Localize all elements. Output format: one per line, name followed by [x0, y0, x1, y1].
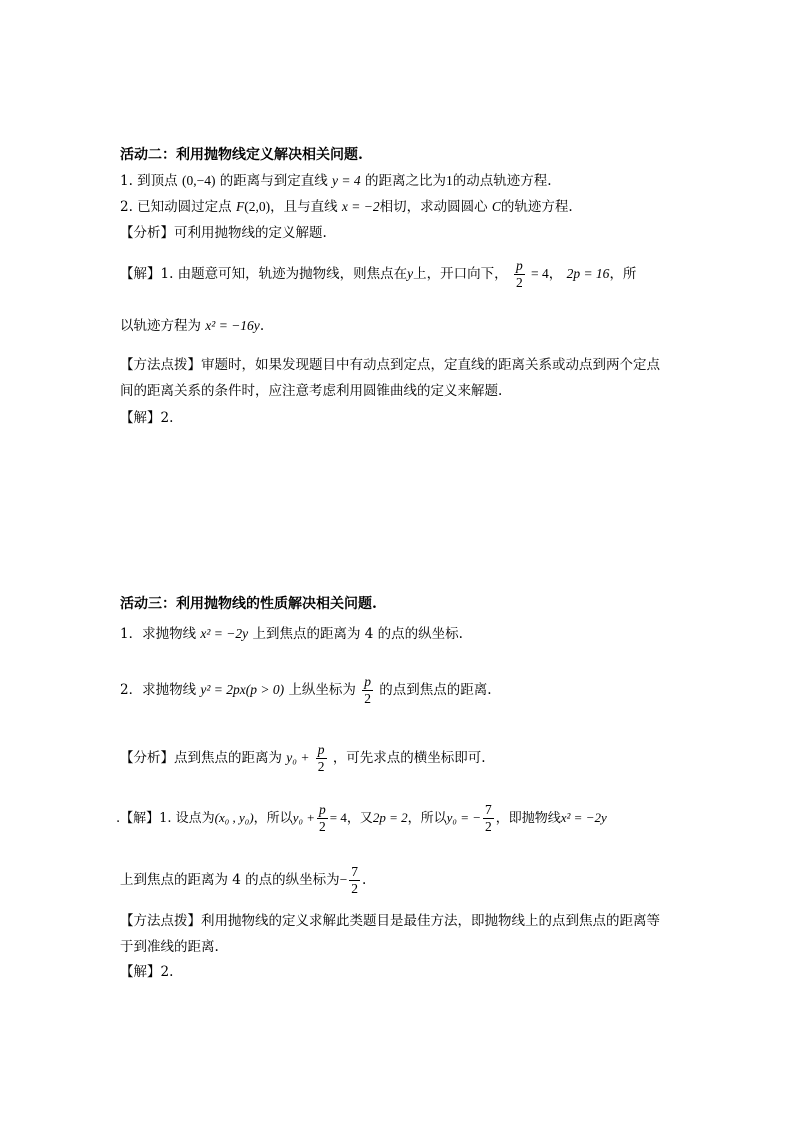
- fraction-p-over-2: $\frac{p}{2}$: [319, 802, 326, 834]
- activity2-analysis: 【分析】可利用抛物线的定义解题.: [120, 225, 327, 241]
- activity3-title: 活动三：利用抛物线的性质解决相关问题.: [120, 596, 377, 612]
- activity3-solution-1: .【解】1. 设点为(x₀ , y₀)，所以y₀ + $\frac{p}{2}$ = 4，又2p = 2，所以y₀ = − $\frac{7}{2}$ ，即抛物线x² = −2y: [116, 802, 607, 834]
- fraction-p-over-2: $\frac{p}{2}$: [317, 742, 325, 774]
- activity3-method-line1: 【方法点拨】利用抛物线的定义求解此类题目是最佳方法，即抛物线上的点到焦点的距离等: [120, 913, 660, 929]
- activity3-solution-2: 【解】2.: [120, 964, 174, 980]
- activity2-method-line1: 【方法点拨】审题时，如果发现题目中有动点到定点，定直线的距离关系或动点到两个定点: [120, 357, 660, 373]
- activity3-question-2: 2．求抛物线 y² = 2px(p > 0) 上纵坐标为 $\frac{p}{2}$ 的点到焦点的距离.: [120, 674, 492, 706]
- activity3-method-line2: 于到准线的距离.: [120, 939, 219, 955]
- fraction-7-over-2: $\frac{7}{2}$: [485, 802, 492, 834]
- activity2-solution-2: 【解】2.: [120, 410, 174, 426]
- activity3-question-1: 1．求抛物线 x² = −2y 上到焦点的距离为 4 的点的纵坐标.: [120, 626, 463, 642]
- activity2-solution-1: 【解】1. 由题意可知，轨迹为抛物线，则焦点在y上，开口向下， $\frac{p}{2}$ = 4， 2p = 16，所: [120, 258, 637, 290]
- activity3-solution-1-cont: 上到焦点的距离为 4 的点的纵坐标为− $\frac{7}{2}$ .: [120, 864, 367, 896]
- activity2-question-1: 1. 到顶点 (0,−4) 的距离与到定直线 y = 4 的距离之比为1的动点轨迹方程.: [120, 173, 552, 189]
- fraction-p-over-2: $\frac{p}{2}$: [515, 258, 523, 290]
- activity2-title: 活动二：利用抛物线定义解决相关问题.: [120, 147, 363, 163]
- activity3-analysis: 【分析】点到焦点的距离为 y₀ + $\frac{p}{2}$ ，可先求点的横坐标即可.: [120, 742, 486, 774]
- fraction-7-over-2: $\frac{7}{2}$: [351, 864, 359, 896]
- fraction-p-over-2: $\frac{p}{2}$: [364, 674, 371, 706]
- activity2-question-2: 2. 已知动圆过定点 F(2,0)，且与直线 x = −2相切，求动圆圆心 C的轨迹方程.: [120, 199, 573, 215]
- activity2-method-line2: 间的距离关系的条件时，应注意考虑利用圆锥曲线的定义来解题.: [120, 383, 503, 399]
- activity2-solution-1-cont: 以轨迹方程为 x² = −16y.: [120, 318, 265, 334]
